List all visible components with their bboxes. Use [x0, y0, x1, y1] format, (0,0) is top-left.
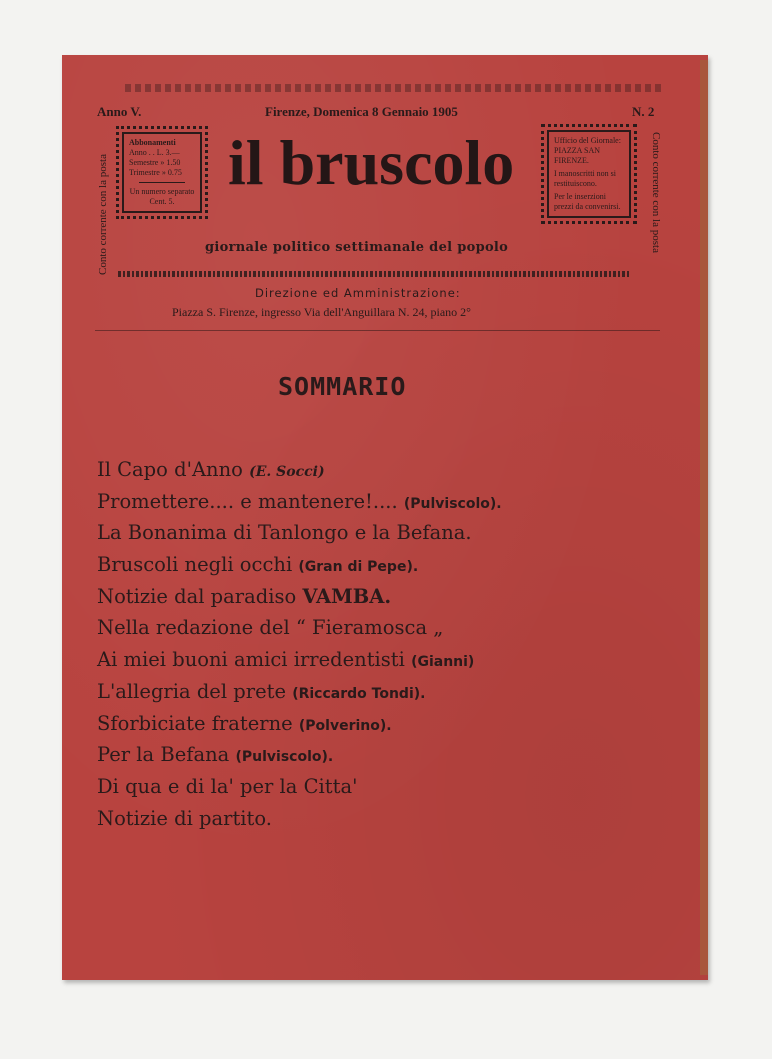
toc-title: La Bonanima di Tanlongo e la Befana. — [97, 521, 472, 545]
side-note-left: Conto corrente con la posta — [97, 154, 109, 275]
dateline: Firenze, Domenica 8 Gennaio 1905 — [265, 104, 458, 119]
box-line: Semestre » 1.50 — [129, 158, 181, 167]
box-line: I manoscritti non si restituiscono. — [554, 169, 616, 188]
toc-item — [97, 739, 502, 771]
toc-item — [97, 708, 502, 740]
year-label: Anno V. — [97, 104, 142, 119]
box-line: Un numero separato Cent. 5. — [129, 187, 195, 206]
issue-number: N. 2 — [632, 104, 655, 119]
box-rule — [139, 182, 185, 183]
toc-item — [97, 771, 502, 803]
direction-label: Direzione ed Amministrazione: — [255, 286, 461, 300]
box-line: Abbonamenti — [129, 138, 176, 147]
toc-title: L'allegria del prete — [97, 679, 286, 703]
toc-title: Sforbiciate fraterne — [97, 711, 293, 735]
toc-author: (E. Socci) — [249, 464, 325, 480]
toc-item — [97, 581, 502, 613]
toc-item — [97, 486, 502, 518]
toc-title: Il Capo d'Anno — [97, 458, 243, 481]
toc-author: (Pulviscolo). — [403, 495, 502, 512]
toc-title: Promettere.... e mantenere!.... — [97, 489, 398, 513]
table-of-contents — [97, 454, 502, 834]
box-line: Ufficio del Giornale: PIAZZA SAN FIRENZE. — [554, 136, 621, 165]
toc-author: VAMBA. — [302, 584, 392, 608]
toc-title: Notizie di partito. — [97, 806, 272, 830]
toc-title: Nella redazione del “ Fieramosca „ — [97, 616, 444, 640]
toc-author: (Riccardo Tondi). — [292, 685, 426, 702]
toc-title: Di qua e di la' per la Citta' — [97, 774, 358, 798]
paper-edge — [700, 60, 708, 975]
toc-item — [97, 644, 502, 676]
newspaper-title: il bruscolo — [228, 127, 515, 198]
toc-item — [97, 612, 502, 644]
box-line: Anno . . L. 3.— — [129, 148, 180, 157]
toc-author: (Pulviscolo). — [235, 749, 334, 766]
toc-title: Notizie dal paradiso — [97, 584, 297, 608]
newspaper-subtitle: giornale politico settimanale del popolo — [205, 240, 509, 255]
subscription-box — [122, 132, 202, 213]
divider — [95, 330, 660, 331]
toc-item — [97, 454, 502, 486]
toc-item — [97, 549, 502, 581]
toc-author: (Gran di Pepe). — [298, 559, 419, 576]
box-line: Trimestre » 0.75 — [129, 168, 182, 177]
box-line: Per le inserzioni prezzi da convenirsi. — [554, 192, 621, 211]
toc-item — [97, 676, 502, 708]
ornamental-rule — [118, 271, 630, 277]
toc-author: (Polverino). — [298, 717, 392, 734]
office-box — [547, 130, 631, 218]
toc-title: Per la Befana — [97, 743, 230, 767]
side-note-right: Conto corrente con la posta — [650, 132, 662, 253]
contents-heading: SOMMARIO — [278, 372, 407, 401]
toc-item — [97, 517, 502, 549]
top-ornament — [125, 84, 665, 92]
toc-title: Ai miei buoni amici irredentisti — [97, 648, 405, 672]
toc-title: Bruscoli negli occhi — [97, 553, 293, 577]
toc-author: (Gianni) — [411, 654, 475, 671]
toc-item — [97, 803, 502, 835]
address: Piazza S. Firenze, ingresso Via dell'Anguillara N. 24, piano 2° — [172, 305, 471, 319]
